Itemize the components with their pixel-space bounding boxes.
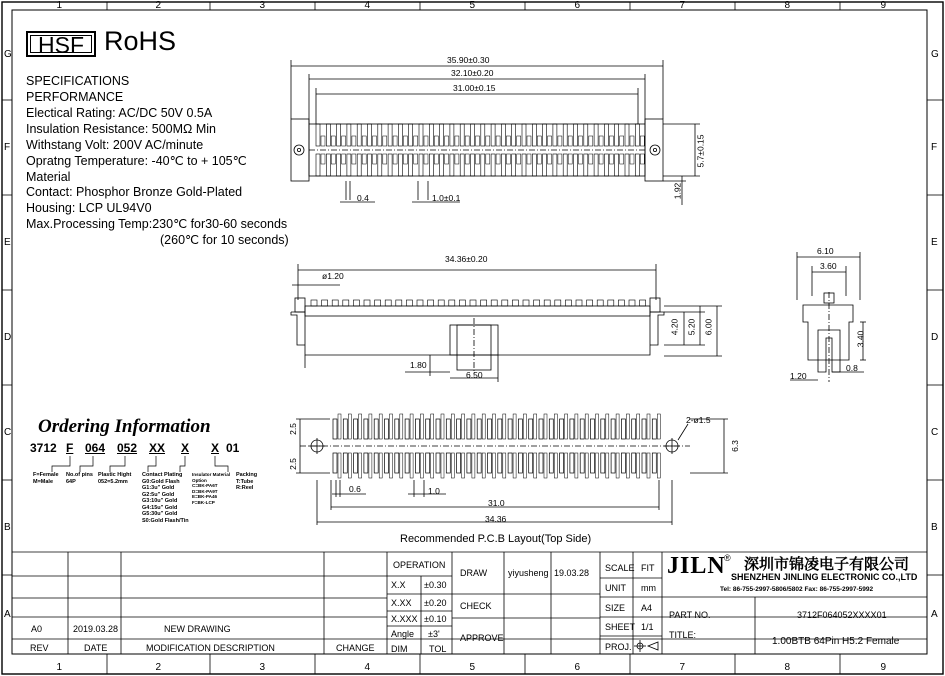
spec-line-rating: Electical Rating: AC/DC 50V 0.5A [26,106,213,120]
row-label: B [931,521,938,533]
company-logo: JILN [667,553,726,579]
row-label: F [4,141,11,153]
header-date: DATE [84,643,108,653]
dim-pcb-0-6: 0.6 [349,484,361,494]
dim-5-7: 5.7±0.15 [695,134,706,168]
column-label: 5 [469,662,476,673]
row-label: B [4,521,11,533]
rev-value: A0 [31,624,43,634]
sheet-value: 1/1 [641,622,654,632]
spec-line-processing-2: (260℃ for 10 seconds) [160,233,289,247]
ordering-note-packing: Packing T:Tube R:Reel [236,472,258,491]
dim-hole-1-20: ø1.20 [322,271,344,281]
column-label: 6 [574,0,581,11]
operation-label: OPERATION [393,560,446,570]
tol-label-2: X.XX [391,598,412,608]
spec-title-2: PERFORMANCE [26,90,124,104]
dim-31-00: 31.00±0.15 [453,83,496,93]
row-label: F [931,141,938,153]
ordering-code-packing: X [211,441,220,455]
check-label: CHECK [460,601,492,611]
header-modification: MODIFICATION DESCRIPTION [146,643,275,653]
row-label: E [4,236,11,248]
tol-label-3: X.XXX [391,614,418,624]
drawer-name: yiyusheng [508,568,549,578]
pcb-caption: Recommended P.C.B Layout(Top Side) [400,533,592,545]
column-label: 8 [784,662,791,673]
draw-label: DRAW [460,568,488,578]
tol-value-1: ±0.30 [424,580,447,590]
dim-6-10: 6.10 [817,246,834,256]
dim-pcb-1-0: 1.0 [428,486,440,496]
tol-label-4: Angle [391,629,415,639]
company-contact: Tel: 86-755-2997-5806/5802 Fax: 86-755-2997-5992 [720,586,874,593]
rev-date: 2019.03.28 [73,624,119,634]
dim-side-1-20: 1.20 [790,371,807,381]
title-value: 1.00BTB 64Pin H5.2 Female [772,636,900,647]
hsf-text: HSF [30,35,92,53]
dim-pcb-2-5-top: 2.5 [287,423,298,435]
dim-1-80: 1.80 [410,360,427,370]
approve-label: APPROVE [460,633,504,643]
company-chinese-name: 深圳市锦凌电子有限公司 [744,556,910,573]
column-label: 8 [784,0,791,11]
row-label: E [931,236,938,248]
spec-line-voltage: Withstang Volt: 200V AC/minute [26,138,204,152]
dim-6-00: 6.00 [703,318,714,336]
ordering-code-height: 052 [117,441,138,455]
ordering-note-height: Plastic Hight 052=5.2mm [98,472,132,485]
company-english-name: SHENZHEN JINLING ELECTRONIC CO.,LTD [731,572,918,582]
dim-1-92: 1.92 [672,182,683,200]
sheet-label: SHEET [605,622,636,632]
rohs-label: RoHS [104,26,177,56]
row-label: D [931,331,939,343]
part-no-label: PART NO. [669,610,711,620]
size-label: SIZE [605,603,626,613]
ordering-note-contact: Contact Plating G0:Gold Flash G1:3u" Gold G2:5u" Gold G3:10u" Gold G4:15u" Gold G5:30u" Gold S0:Gold Flash/Tin [142,472,189,524]
column-label: 5 [469,0,476,11]
dim-pcb-6-3: 6.3 [729,440,740,452]
ordering-code-insulator: X [181,441,190,455]
header-rev: REV [30,643,49,653]
column-label: 1 [56,662,63,673]
dim-0-8: 0.8 [846,363,858,373]
dim-pcb-34-36: 34.36 [485,514,507,524]
dim-1-0: 1.0±0.1 [432,193,461,203]
proj-label: PROJ. [605,642,632,652]
dim-pcb-31-0: 31.0 [488,498,505,508]
column-label: 2 [155,0,162,11]
column-label: 1 [56,0,63,11]
ordering-note-gender: F=Female M=Male [33,472,59,485]
ordering-code-base: 3712 [30,441,57,455]
scale-value: FIT [641,563,655,573]
row-label: A [4,608,11,620]
tol-label-1: X.X [391,580,406,590]
scale-label: SCALE [605,563,635,573]
row-label: G [4,49,12,60]
row-label: D [4,331,12,343]
row-label: G [931,49,939,60]
part-no-value: 3712F064052XXXX01 [797,610,887,620]
dim-header: DIM [391,644,408,654]
dim-3-60: 3.60 [820,261,837,271]
tol-value-3: ±0.10 [424,614,447,624]
spec-line-material: Material [26,170,71,184]
row-label: C [4,426,12,438]
unit-label: UNIT [605,583,626,593]
spec-title-1: SPECIFICATIONS [26,74,130,88]
tol-header: TOL [429,644,447,654]
column-label: 3 [259,662,266,673]
dim-3-40: 3.40 [855,330,866,348]
ordering-code-gender: F [66,441,74,455]
column-label: 4 [364,0,371,11]
title-label: TITLE: [669,630,697,640]
column-label: 9 [880,662,887,673]
draw-date: 19.03.28 [554,568,590,578]
spec-line-housing: Housing: LCP UL94V0 [26,201,152,215]
dim-0-4: 0.4 [357,193,369,203]
column-label: 7 [679,662,686,673]
unit-value: mm [641,583,656,593]
ordering-note-insulator: Insulator Material Option C=BK-PA6T D=BK-PA9T E=BK-PA46 F=BK-LCP [192,472,231,505]
ordering-note-pins: No.of pins 64P [66,472,93,485]
header-change: CHANGE [336,643,375,653]
row-label: C [931,426,939,438]
dim-6-50: 6.50 [466,370,483,380]
column-label: 2 [155,662,162,673]
ordering-code-pins: 064 [85,441,106,455]
column-label: 6 [574,662,581,673]
ordering-code-suffix: 01 [226,441,240,455]
ordering-code-plating: XX [149,441,166,455]
dim-35-90: 35.90±0.30 [447,55,490,65]
column-label: 7 [679,0,686,11]
dim-4-20: 4.20 [669,318,680,336]
dim-pcb-2-5-bottom: 2.5 [287,458,298,470]
ordering-title: Ordering Information [38,416,211,437]
dim-32-10: 32.10±0.20 [451,68,494,78]
size-value: A4 [641,603,653,613]
spec-line-temperature: Opratng Temperature: -40℃ to + 105℃ [26,154,247,168]
tol-value-4: ±3' [428,629,440,639]
dim-5-20: 5.20 [686,318,697,336]
spec-line-processing: Max.Processing Temp:230℃ for30-60 seconds [26,217,288,231]
spec-line-contact: Contact: Phosphor Bronze Gold-Plated [26,185,243,199]
row-label: A [931,608,938,620]
column-label: 9 [880,0,887,11]
registered-icon: ® [724,553,731,563]
spec-line-insulation: Insulation Resistance: 500MΩ Min [26,122,216,136]
dim-pcb-holes: 2-ø1.5 [686,415,711,425]
column-label: 3 [259,0,266,11]
tol-value-2: ±0.20 [424,598,447,608]
dim-34-36: 34.36±0.20 [445,254,488,264]
rev-description: NEW DRAWING [164,624,231,634]
column-label: 4 [364,662,371,673]
